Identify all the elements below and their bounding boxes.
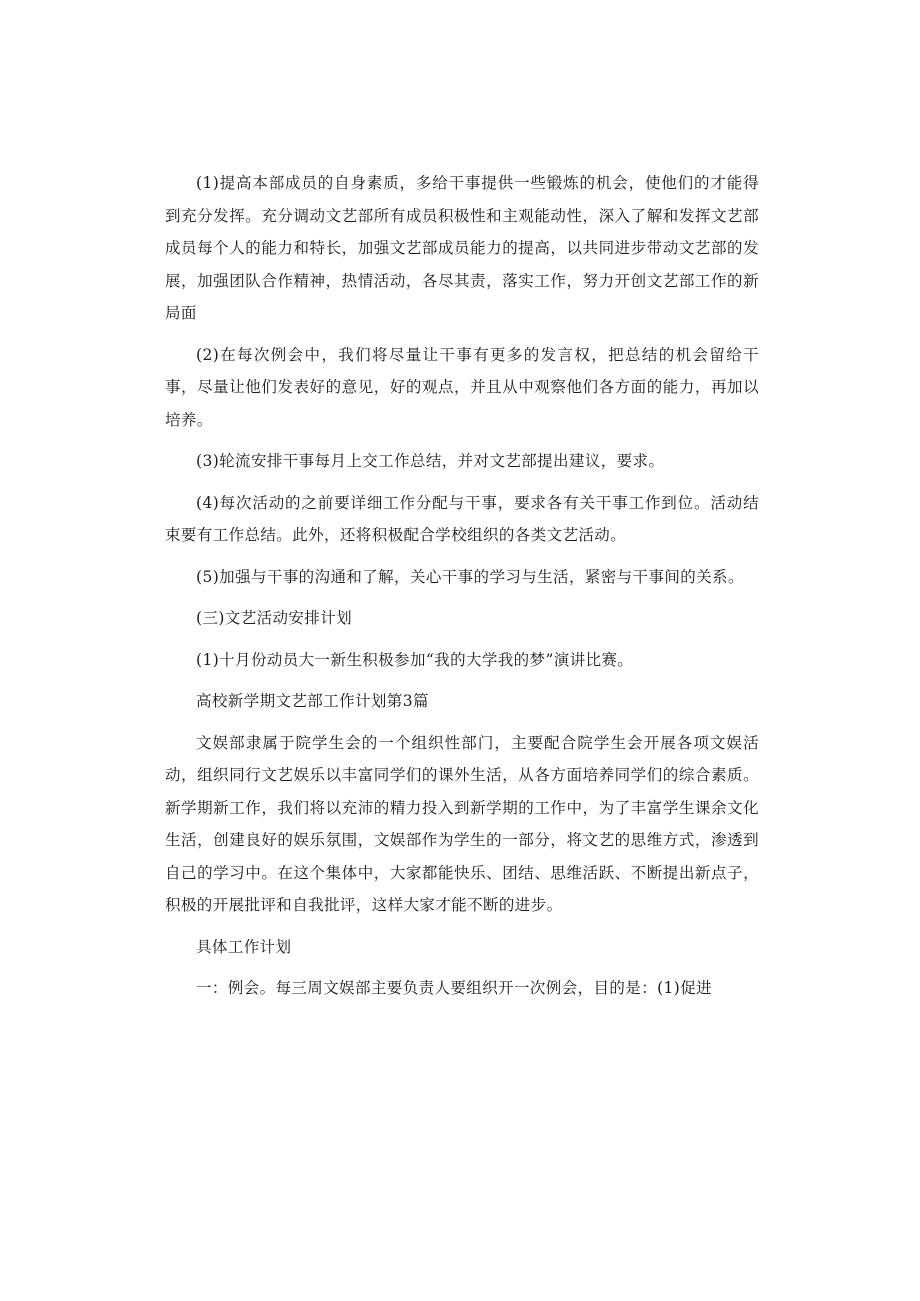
section-heading-work-plan: 具体工作计划 bbox=[196, 937, 292, 956]
document-body bbox=[165, 167, 759, 1014]
section-heading-activity-plan: (三)文艺活动安排计划 bbox=[196, 609, 352, 627]
paragraph-goal-2: (2)在每次例会中，我们将尽量让干事有更多的发言权，把总结的机会留给干事，尽量让他们发表好的意见，好的观点，并且从中观察他们各方面的能力，再加以培养。 bbox=[165, 345, 759, 429]
paragraph-goal-1: (1)提高本部成员的自身素质，多给干事提供一些锻炼的机会，使他们的才能得到充分发挥。充分调动文艺部所有成员积极性和主观能动性，深入了解和发挥文艺部成员每个人的能力和特长，加强文艺部成员能力的提高，以共同进步带动文艺部的发展，加强团队合作精神，热情活动，各尽其责，落实工作，努力开创文艺部工作的新局面 bbox=[165, 174, 759, 322]
paragraph-goal-5: (5)加强与干事的沟通和了解，关心干事的学习与生活，紧密与干事间的关系。 bbox=[196, 567, 744, 586]
paragraph-goal-4: (4)每次活动的之前要详细工作分配与干事，要求各有关干事工作到位。活动结束要有工作总结。此外，还将积极配合学校组织的各类文艺活动。 bbox=[165, 493, 759, 544]
paragraph-goal-3: (3)轮流安排干事每月上交工作总结，并对文艺部提出建议，要求。 bbox=[196, 452, 665, 470]
article-heading: 高校新学期文艺部工作计划第3篇 bbox=[196, 692, 429, 710]
paragraph-meeting: 一：例会。每三周文娱部主要负责人要组织开一次例会，目的是：(1)促进 bbox=[196, 979, 713, 997]
paragraph-intro: 文娱部隶属于院学生会的一个组织性部门，主要配合院学生会开展各项文娱活动，组织同行文艺娱乐以丰富同学们的课外生活，从各方面培养同学们的综合素质。新学期新工作，我们将以充沛的精力投入到新学期的工作中，为了丰富学生课余文化生活，创建良好的娱乐氛围，文娱部作为学生的一部分，将文艺的思维方式，渗透到自己的学习中。在这个集体中，大家都能快乐、团结、思维活跃、不断提出新点子，积极的开展批评和自我批评，这样大家才能不断的进步。 bbox=[165, 733, 759, 914]
paragraph-activity-1: (1)十月份动员大一新生积极参加“我的大学我的梦”演讲比赛。 bbox=[196, 650, 634, 669]
